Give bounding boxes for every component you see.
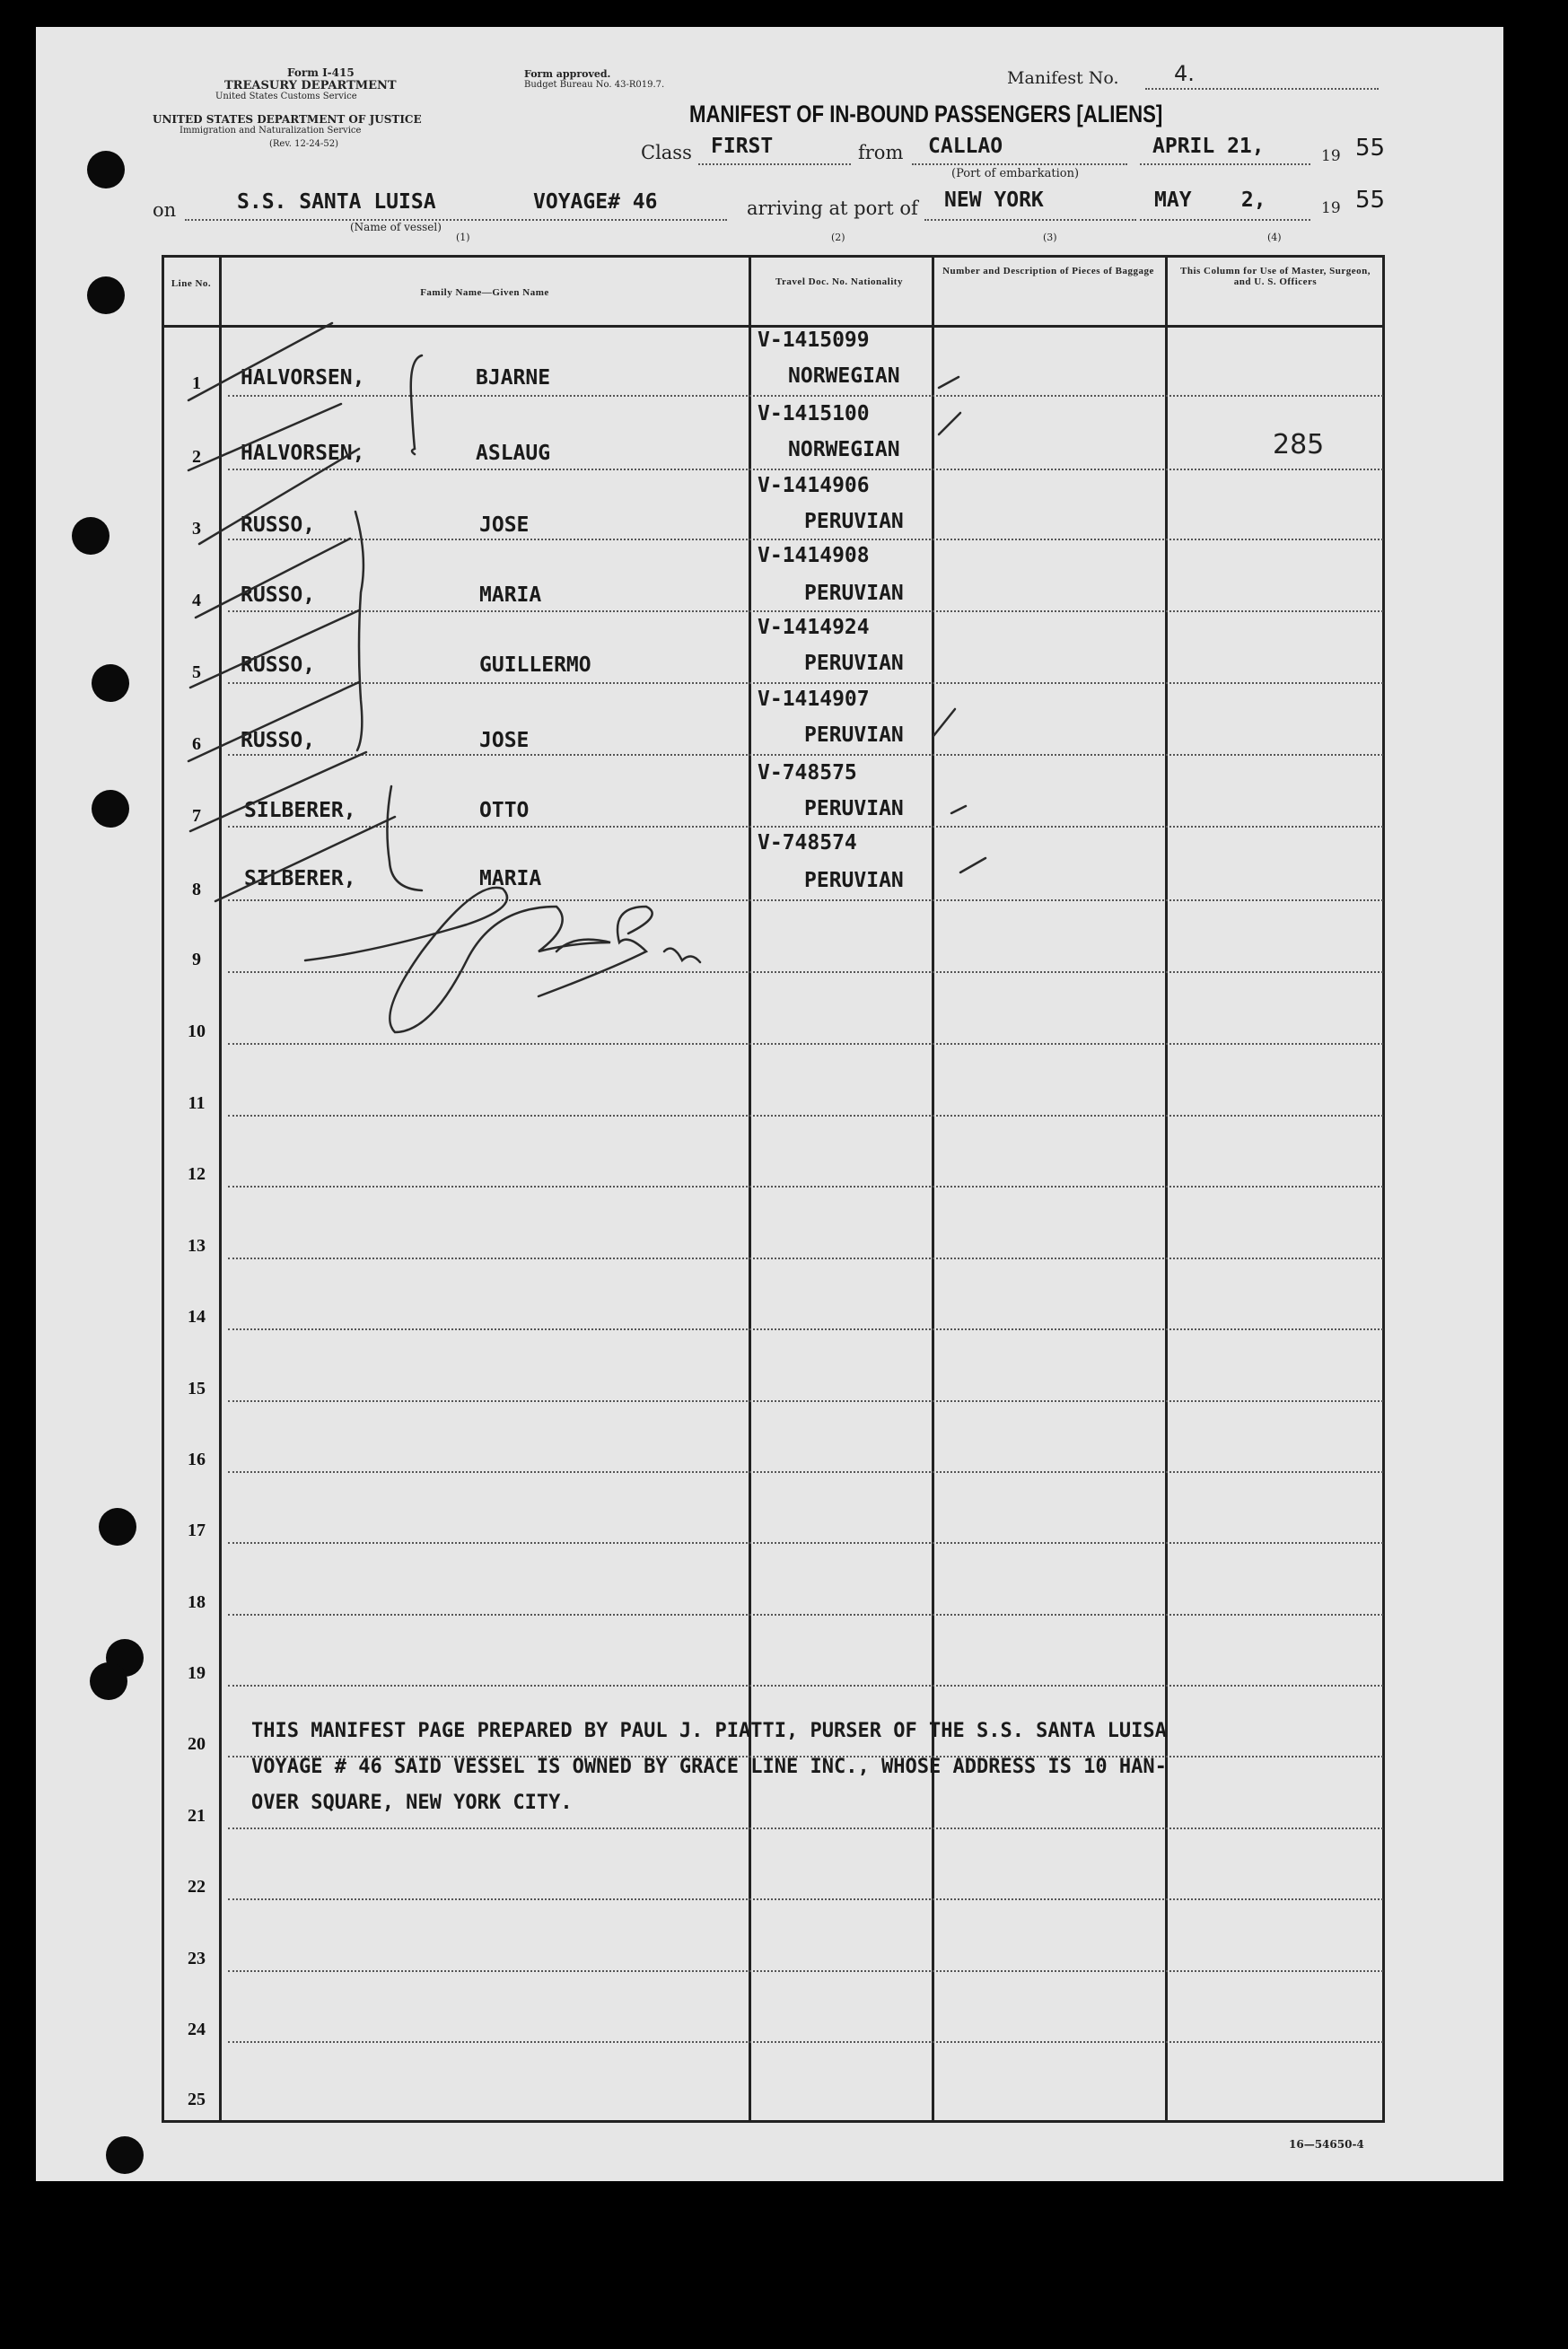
table-row-line [228,1898,1383,1900]
table-border-left [162,255,164,2122]
arrival-port-line [924,219,1136,221]
form-number: Form I-415 [287,66,355,79]
family-name: SILBERER, [244,867,356,890]
nationality: PERUVIAN [804,723,904,747]
ins-service: Immigration and Naturalization Service [180,126,362,136]
header-line-no: Line No. [171,278,212,289]
vessel-name: S.S. SANTA LUISA [237,190,436,214]
table-row-line [228,1328,1383,1330]
revision-date: (Rev. 12-24-52) [269,139,339,149]
class-label: Class [641,142,692,163]
row-number: 15 [188,1379,206,1398]
binder-hole [99,1508,136,1546]
table-row-line [228,971,1383,973]
header-name: Family Name—Given Name [420,287,549,298]
table-row-line [228,469,1383,470]
row-number: 18 [188,1592,206,1612]
treasury-dept: TREASURY DEPARTMENT [224,79,397,92]
depart-date: APRIL 21, [1152,135,1265,158]
manifest-no-label: Manifest No. [1007,68,1119,88]
row-number: 2 [192,447,201,467]
given-name: JOSE [479,729,530,752]
col-marker-1: (1) [456,232,470,243]
travel-doc-no: V-1415100 [758,402,870,425]
row-number: 10 [188,1021,206,1041]
given-name: MARIA [479,867,542,890]
binder-hole [90,1662,127,1700]
table-row-line [228,1115,1383,1117]
binder-hole [87,276,125,314]
binder-hole [92,790,129,828]
row-number: 9 [192,950,201,969]
arrival-date-line [1140,219,1310,221]
table-row-line [228,1186,1383,1188]
given-name: ASLAUG [476,442,551,465]
family-name: SILBERER, [244,799,356,822]
officer-note: 285 [1273,429,1325,460]
header-travel-doc: Travel Doc. No. Nationality [775,276,903,287]
year-prefix-2: 19 [1321,199,1341,217]
family-name: HALVORSEN, [241,442,365,465]
given-name: BJARNE [476,366,551,390]
manifest-title: MANIFEST OF IN-BOUND PASSENGERS [ALIENS] [689,101,1163,127]
vessel-note: (Name of vessel) [350,221,442,233]
table-row-line [228,1614,1383,1616]
nationality: PERUVIAN [804,652,904,675]
table-row-line [228,1970,1383,1972]
arrival-year: 55 [1355,187,1386,214]
travel-doc-no: V-748575 [758,761,857,784]
col-divider-line [219,255,222,2122]
table-row-line [228,754,1383,756]
travel-doc-no: V-1414924 [758,616,870,639]
from-line [912,163,1127,165]
col-divider-baggage [1165,255,1168,2122]
vessel-line [185,219,727,221]
row-number: 1 [192,373,201,393]
row-number: 21 [188,1806,206,1826]
row-number: 11 [188,1093,206,1113]
table-row-line [228,2041,1383,2043]
row-number: 14 [188,1307,206,1327]
table-border-right [1382,255,1385,2122]
form-approved: Form approved. [524,68,611,80]
nationality: NORWEGIAN [788,364,900,388]
col-divider-doc [932,255,934,2122]
nationality: PERUVIAN [804,797,904,820]
row-number: 3 [192,519,201,539]
row-number: 13 [188,1236,206,1256]
col-marker-3: (3) [1043,232,1057,243]
given-name: MARIA [479,583,542,607]
table-row-line [228,1542,1383,1544]
row-number: 6 [192,734,201,754]
family-name: RUSSO, [241,583,316,607]
arrival-port: NEW YORK [944,188,1044,212]
table-row-line [228,1685,1383,1687]
binder-hole [72,517,109,555]
table-row-line [228,826,1383,828]
table-border-bottom [162,2120,1385,2123]
family-name: HALVORSEN, [241,366,365,390]
table-row-line [228,1400,1383,1402]
row-number: 7 [192,806,201,826]
depart-date-line [1140,163,1310,165]
budget-bureau: Budget Bureau No. 43-R019.7. [524,80,665,90]
travel-doc-no: V-1414908 [758,544,870,567]
nationality: PERUVIAN [804,869,904,892]
travel-doc-no: V-1414906 [758,474,870,497]
family-name: RUSSO, [241,729,316,752]
manifest-no-value: 4. [1174,61,1195,86]
table-row-line [228,1258,1383,1259]
table-row-line [228,1043,1383,1045]
year-prefix: 19 [1321,147,1341,165]
nationality: PERUVIAN [804,510,904,533]
table-row-line [228,899,1383,901]
row-number: 24 [188,2020,206,2039]
arriving-label: arriving at port of [747,197,918,219]
manifest-no-line [1145,88,1379,90]
family-name: RUSSO, [241,653,316,677]
row-number: 25 [188,2090,206,2109]
header-divider [162,325,1385,328]
col-divider-name [749,255,751,2122]
row-number: 12 [188,1164,206,1184]
given-name: GUILLERMO [479,653,591,677]
on-label: on [153,199,177,221]
purser-statement-line2: VOYAGE # 46 SAID VESSEL IS OWNED BY GRACE LINE INC., WHOSE ADDRESS IS 10 HAN- [251,1756,1167,1778]
travel-doc-no: V-748574 [758,831,857,855]
port-embark-note: (Port of embarkation) [951,167,1080,180]
row-number: 23 [188,1949,206,1968]
family-name: RUSSO, [241,513,316,537]
from-label: from [858,142,904,163]
justice-dept: UNITED STATES DEPARTMENT OF JUSTICE [153,113,422,126]
print-code: 16—54650-4 [1289,2138,1364,2151]
binder-hole [92,664,129,702]
row-number: 19 [188,1663,206,1683]
purser-statement-line3: OVER SQUARE, NEW YORK CITY. [251,1792,573,1814]
row-number: 5 [192,662,201,682]
nationality: NORWEGIAN [788,438,900,461]
table-row-line [228,610,1383,612]
depart-year: 55 [1355,135,1386,162]
table-row-line [228,1827,1383,1829]
col-marker-4: (4) [1267,232,1282,243]
table-border-top [162,255,1385,258]
given-name: OTTO [479,799,530,822]
row-number: 17 [188,1521,206,1540]
voyage-number: VOYAGE# 46 [533,190,658,214]
col-marker-2: (2) [831,232,845,243]
binder-hole [106,2136,144,2174]
table-row-line [228,395,1383,397]
table-row-line [228,539,1383,540]
row-number: 16 [188,1450,206,1469]
from-port: CALLAO [928,135,1003,158]
purser-statement-line1: THIS MANIFEST PAGE PREPARED BY PAUL J. PIATTI, PURSER OF THE S.S. SANTA LUISA [251,1720,1167,1742]
binder-hole [87,151,125,188]
row-number: 20 [188,1734,206,1754]
row-number: 22 [188,1877,206,1897]
given-name: JOSE [479,513,530,537]
table-row-line [228,682,1383,684]
class-line [698,163,851,165]
table-row-line [228,1471,1383,1473]
nationality: PERUVIAN [804,582,904,605]
header-baggage: Number and Description of Pieces of Baggage [942,266,1154,276]
arrival-date: MAY 2, [1154,188,1266,212]
row-number: 8 [192,880,201,899]
travel-doc-no: V-1415099 [758,329,870,352]
customs-service: United States Customs Service [215,92,357,101]
travel-doc-no: V-1414907 [758,688,870,711]
class-value: FIRST [711,135,774,158]
header-officers: This Column for Use of Master, Surgeon, and U. S. Officers [1179,266,1371,287]
row-number: 4 [192,591,201,610]
